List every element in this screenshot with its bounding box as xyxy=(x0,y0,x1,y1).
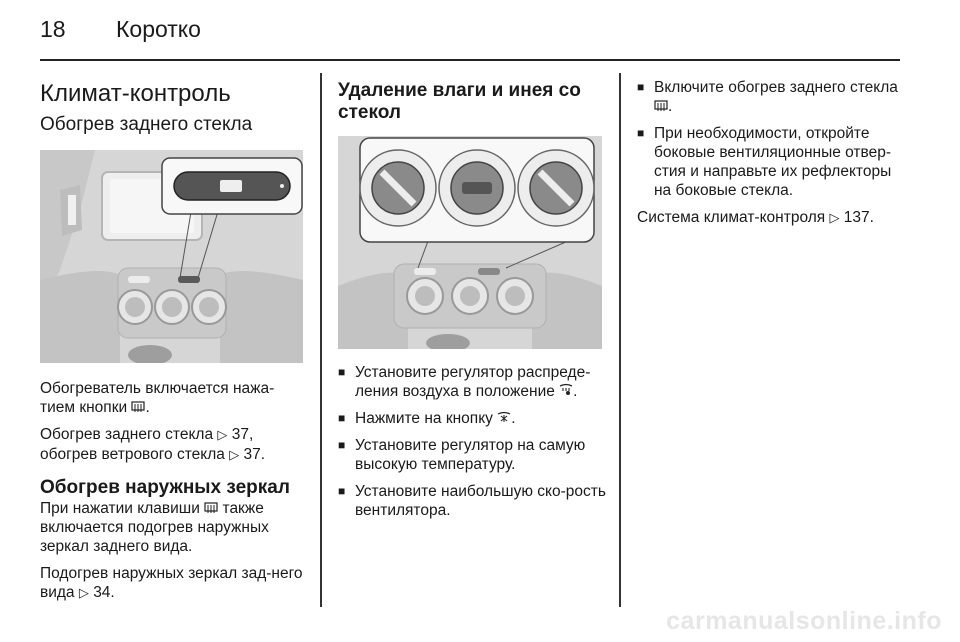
list-item: ■ При необходимости, откройте боковые вентиляционные отвер-стия и направьте их рефлекторы на боковые стекла. xyxy=(637,124,902,200)
page-reference-arrow-icon: ▷ xyxy=(78,586,89,601)
ac-snowflake-icon xyxy=(497,411,511,423)
left-column xyxy=(40,70,305,611)
rear-defrost-icon xyxy=(654,100,668,111)
rear-window-heater-figure xyxy=(40,150,303,363)
paragraph: Обогреватель включается нажа-тием кнопки . xyxy=(40,380,275,416)
page-reference-arrow-icon: ▷ xyxy=(829,211,840,226)
paragraph: Обогрев заднего стекла ▷ 37, обогрев ветрового стекла ▷ 37. xyxy=(40,426,266,463)
page-reference-arrow-icon: ▷ xyxy=(229,448,240,463)
list-item: ■ Нажмите на кнопку . xyxy=(338,409,606,428)
bullet-list xyxy=(338,363,606,520)
section-heading: Удаление влаги и инея со стекол xyxy=(338,80,581,123)
paragraph: Система климат-контроля ▷ 137. xyxy=(637,209,874,226)
middle-column xyxy=(338,70,606,528)
subsection-heading: Обогрев наружных зеркал xyxy=(40,477,290,498)
list-item: ■ Установите наибольшую ско-рость вентилятора. xyxy=(338,482,606,520)
column-divider xyxy=(320,73,322,607)
bullet-list xyxy=(637,78,902,200)
page-number: 18 xyxy=(40,16,66,42)
list-item: ■ Установите регулятор на самую высокую температуру. xyxy=(338,436,606,474)
list-item: ■ Включите обогрев заднего стекла . xyxy=(637,78,902,116)
paragraph: Подогрев наружных зеркал зад-него вида ▷ 34. xyxy=(40,565,303,601)
column-divider xyxy=(619,73,621,607)
rear-defrost-icon xyxy=(204,502,218,513)
watermark: carmanualsonline.info xyxy=(666,607,942,635)
climate-controls-figure xyxy=(338,136,602,349)
right-column xyxy=(637,70,902,236)
page-reference-arrow-icon: ▷ xyxy=(217,428,228,443)
windscreen-air-icon xyxy=(559,383,573,396)
rear-defrost-icon xyxy=(131,401,145,412)
subsection-heading: Обогрев заднего стекла xyxy=(40,114,253,135)
page-title: Коротко xyxy=(116,16,201,42)
header-rule xyxy=(40,59,900,61)
list-item: ■ Установите регулятор распреде-ления воздуха в положение . xyxy=(338,363,606,401)
paragraph: При нажатии клавиши также включается подогрев наружных зеркал заднего вида. xyxy=(40,500,269,555)
section-heading: Климат-контроль xyxy=(40,80,231,107)
